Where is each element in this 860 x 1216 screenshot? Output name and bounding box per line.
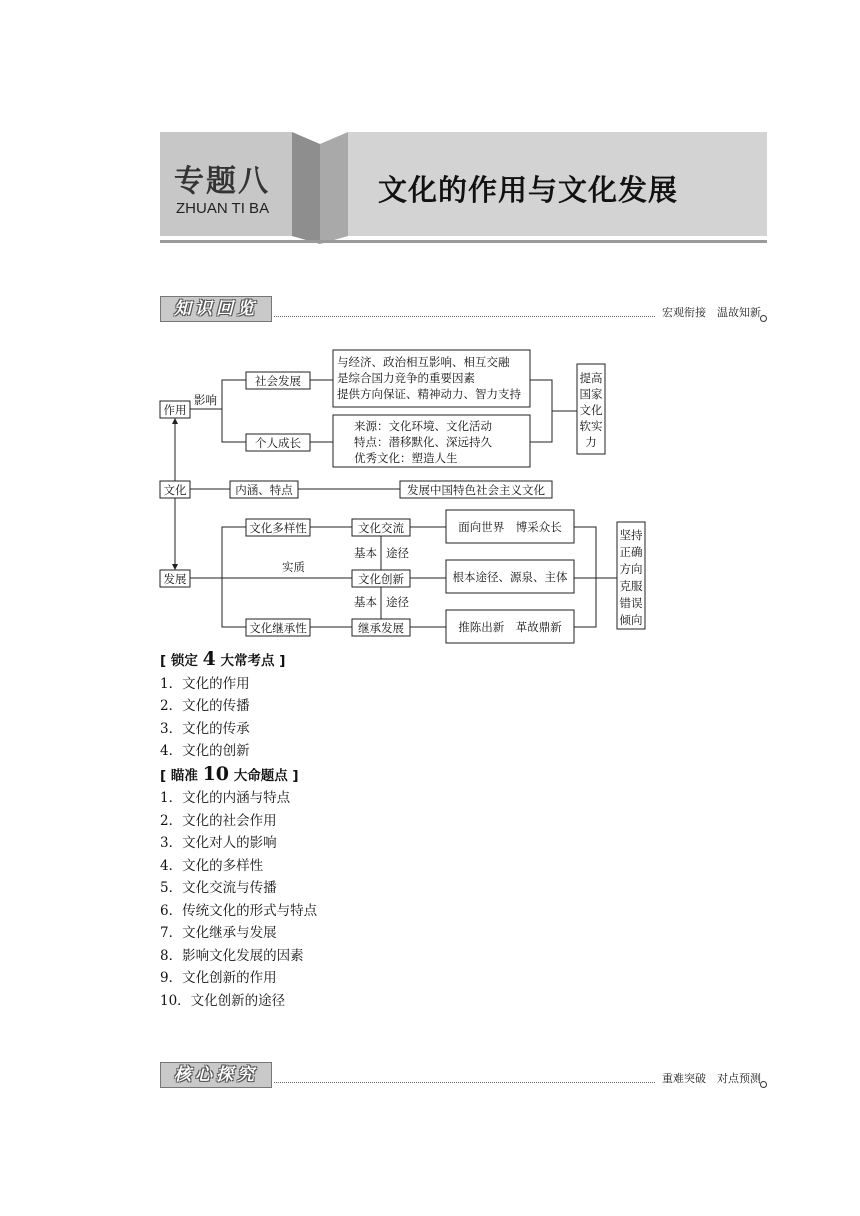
list-item: 3．文化的传承 — [160, 720, 250, 737]
list-item: 6．传统文化的形式与特点 — [160, 902, 318, 919]
label-tujing: 途径 — [386, 595, 409, 609]
connector — [530, 380, 552, 442]
list-item: 2．文化的社会作用 — [160, 812, 277, 829]
label-neihan: 内涵、特点 — [235, 483, 293, 497]
topic-label: 专题八 — [174, 164, 270, 199]
section-header-core — [160, 1058, 767, 1094]
jianchi-line: 倾向 — [619, 613, 643, 627]
list-item: 9．文化创新的作用 — [160, 970, 277, 986]
list-item: 8．影响文化发展的因素 — [160, 947, 304, 964]
list-item: 4．文化的创新 — [160, 743, 250, 759]
connector — [574, 527, 596, 627]
list-item: 2．文化的传播 — [160, 698, 250, 714]
geren-detail-line: 优秀文化：塑造人生 — [354, 451, 458, 465]
geren-detail-line: 来源：文化环境、文化活动 — [354, 419, 492, 433]
list-item: 5．文化交流与传播 — [160, 880, 277, 896]
label-fazhan: 发展 — [163, 572, 187, 586]
label-tujing: 途径 — [386, 546, 409, 560]
dotted-rule — [274, 1082, 655, 1083]
label-genben: 根本途径、源泉、主体 — [452, 570, 568, 584]
mingti-header: [ 瞄准 10 大命题点 ] — [160, 762, 299, 785]
circle-icon — [760, 1081, 767, 1088]
geren-detail-line: 特点：潜移默化、深远持久 — [354, 435, 492, 449]
label-jiben: 基本 — [354, 595, 377, 609]
label-zuoyong: 作用 — [163, 403, 187, 417]
jianchi-line: 错误 — [619, 596, 643, 610]
kaodian-header: [ 锁定 4 大常考点 ] — [160, 648, 286, 670]
label-fazhan-zhongguo: 发展中国特色社会主义文化 — [407, 483, 545, 497]
jianchi-line: 正确 — [619, 545, 643, 559]
tigao-line: 软实 — [579, 419, 603, 433]
connector — [222, 527, 246, 627]
connector — [222, 380, 246, 442]
topic-pinyin: ZHUAN TI BA — [176, 200, 270, 217]
section-subtitle: 宏观衔接 温故知新 — [662, 306, 761, 319]
label-mianxiang: 面向世界 博采众长 — [458, 520, 562, 534]
list-item: 1．文化的内涵与特点 — [160, 790, 291, 806]
label-shizhi: 实质 — [282, 560, 305, 574]
label-jicheng-fazhan: 继承发展 — [358, 621, 404, 635]
label-jiaoliu: 文化交流 — [358, 521, 404, 535]
exam-points-list — [160, 648, 317, 1012]
tigao-line: 力 — [585, 435, 597, 449]
label-duoyangxing: 文化多样性 — [249, 521, 307, 535]
list-item: 3．文化对人的影响 — [160, 835, 277, 851]
jianchi-line: 克服 — [619, 579, 643, 593]
tigao-line: 文化 — [579, 403, 603, 417]
shehui-detail-line: 是综合国力竞争的重要因素 — [337, 371, 475, 385]
section-tag: 核心探究 — [160, 1062, 272, 1088]
section-subtitle: 重难突破 对点预测 — [662, 1072, 761, 1085]
label-jiben: 基本 — [354, 546, 377, 560]
label-wenhua: 文化 — [163, 483, 187, 497]
shehui-detail-line: 与经济、政治相互影响、相互交融 — [337, 355, 510, 369]
label-shehui-fazhan: 社会发展 — [255, 374, 301, 388]
tigao-line: 国家 — [579, 387, 603, 401]
label-yingxiang: 影响 — [194, 393, 217, 407]
list-item: 4．文化的多样性 — [160, 857, 264, 874]
tigao-line: 提高 — [579, 371, 603, 385]
label-geren-chengzhang: 个人成长 — [255, 436, 301, 450]
label-chuangxin: 文化创新 — [358, 572, 404, 586]
label-tuichen: 推陈出新 革故鼎新 — [458, 620, 562, 634]
list-item: 10．文化创新的途径 — [160, 992, 286, 1009]
jianchi-line: 坚持 — [619, 528, 643, 542]
jianchi-line: 方向 — [619, 562, 643, 576]
section-tag: 知识回览 — [160, 296, 272, 322]
label-jicheng-xing: 文化继承性 — [249, 621, 307, 635]
page-title: 文化的作用与文化发展 — [378, 173, 679, 207]
list-item: 7．文化继承与发展 — [160, 925, 277, 941]
list-item: 1．文化的作用 — [160, 675, 250, 692]
shehui-detail-line: 提供方向保证、精神动力、智力支持 — [337, 387, 521, 401]
